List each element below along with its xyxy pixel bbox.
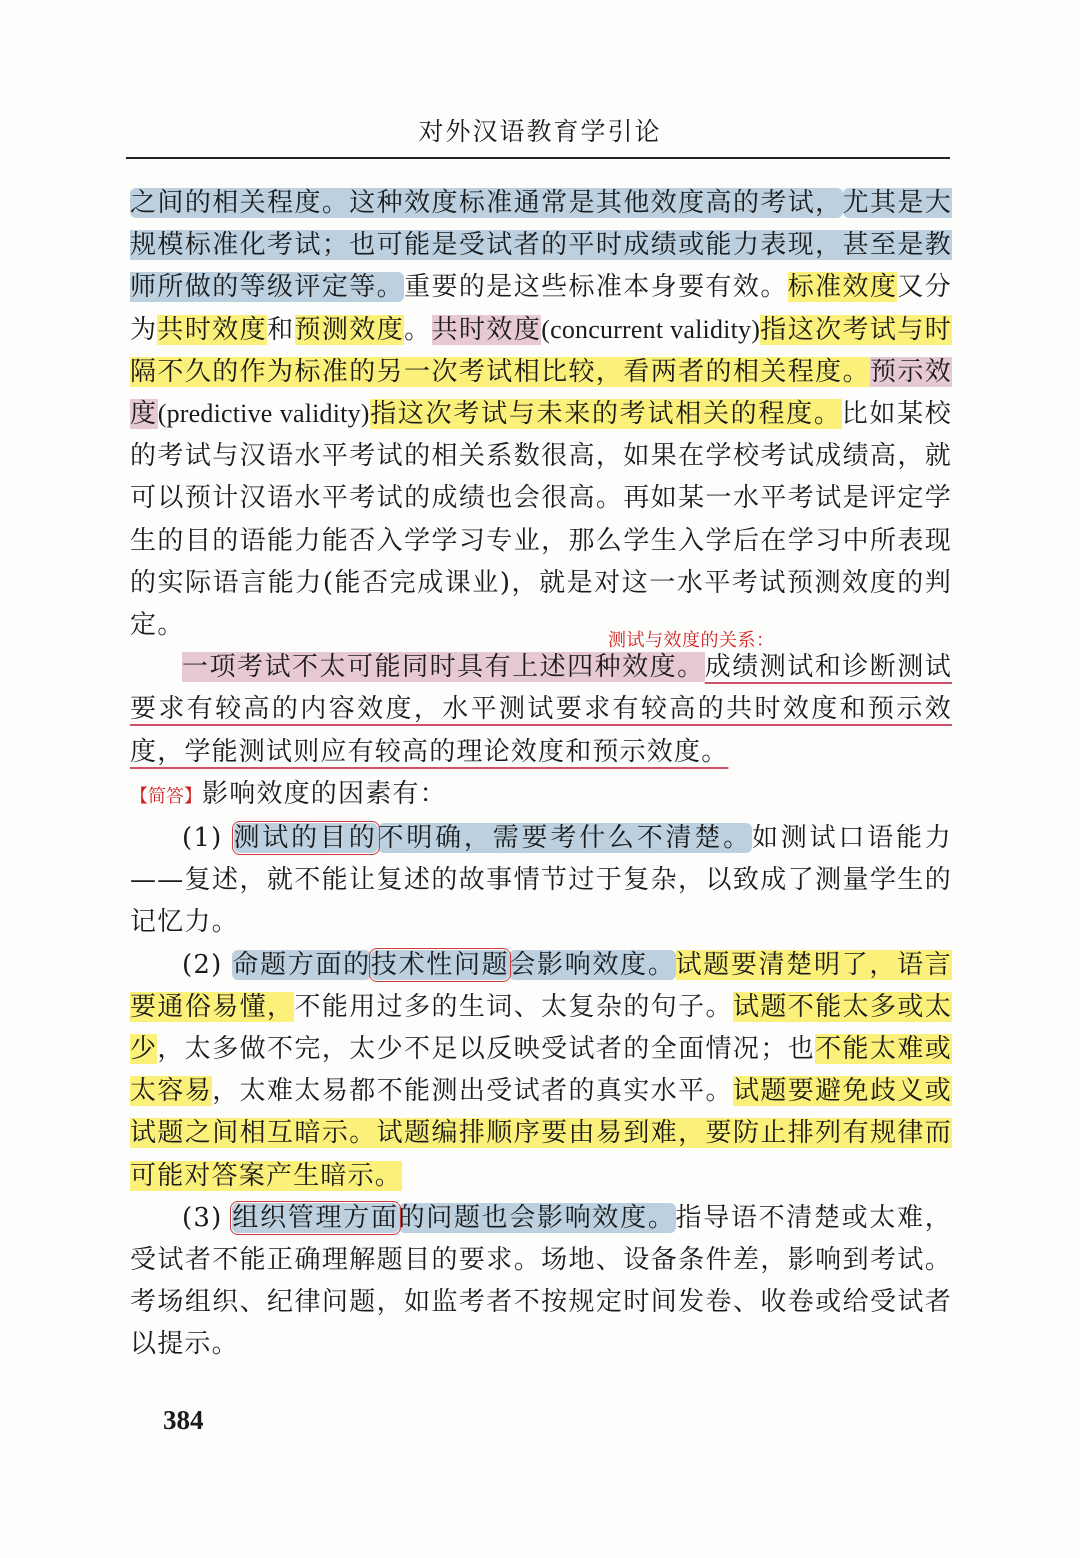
boxed-keyword: 测试的目的 [233, 823, 378, 854]
yellow-highlight: 试题不能太多或太少 [130, 991, 953, 1065]
item-number: (3) [182, 1202, 233, 1233]
pink-highlight: 一项考试不太可能同时具有上述四种效度。 [182, 652, 705, 683]
yellow-highlight: 指这次考试与时隔不久的作为标准的另一次考试相比较，看两者的相关程度。 [130, 314, 952, 387]
sentence: 比如某校的考试与汉语水平考试的相关系数很高，如果在学校考试成绩高，就可以预计汉语水平考试的成绩也会很高。再如某一水平考试是评定学生的目的语能力能否入学学习专业，那么学生入学后在学习中所表现的实际语言能力(能否完成课业)，就是对这一水平考试预测效度的判定。 [130, 399, 952, 641]
item-number: (1) [182, 823, 234, 854]
page-number: 384 [163, 1405, 204, 1435]
paragraph-criterion-validity [130, 182, 952, 646]
paragraph-factors-heading [130, 773, 952, 817]
blue-highlight: 不明确，需要考什么不清楚。 [377, 823, 752, 854]
pink-highlight: 共时效度 [431, 314, 542, 345]
sentence: 不能用过多的生词、太复杂的句子。 [294, 991, 733, 1022]
boxed-keyword: 技术性问题 [370, 949, 510, 980]
yellow-highlight: 指这次考试与未来的考试相关的程度。 [369, 399, 842, 430]
heading-text: 影响效度的因素有： [202, 778, 447, 809]
sentence: ，太多做不完，太少不足以反映受试者的全面情况；也 [157, 1034, 816, 1065]
blue-highlight: 尤其是大规模标准化考试；也可能是受试者的平时成绩或能力表现，甚至是教师所做的等级评定等。 [130, 188, 952, 303]
boxed-keyword: 组织管理方面 [232, 1202, 399, 1233]
english-term: (concurrent validity) [541, 314, 761, 344]
yellow-highlight: 标准效度 [787, 272, 898, 303]
english-term: (predictive validity) [157, 399, 370, 429]
blue-highlight: 之间的相关程度。这种效度标准通常是其他效度高的考试， [130, 188, 843, 218]
yellow-highlight: 不能太难或太容易 [130, 1034, 952, 1107]
handwritten-note: 测试与效度的关系： [608, 630, 775, 650]
running-title: 对外汉语教育学引论 [418, 117, 662, 146]
blue-highlight: 会影响效度。 [509, 949, 676, 980]
sentence: ，太难太易都不能测出受试者的真实水平。 [212, 1076, 733, 1107]
paragraph-factor-3 [130, 1197, 952, 1366]
body-text [130, 182, 952, 1366]
header-rule [126, 157, 950, 159]
blue-highlight: 命题方面的 [232, 949, 371, 980]
item-number: (2) [182, 949, 233, 980]
yellow-highlight: 预测效度 [294, 314, 405, 345]
paragraph-factor-2 [130, 944, 952, 1197]
sentence: 重要的是这些标准本身要有效。 [404, 272, 788, 303]
short-answer-tag: 【简答】 [130, 785, 202, 806]
sentence: 又分为 [130, 272, 952, 345]
pink-highlight: 预示效度 [130, 356, 952, 430]
yellow-highlight: 共时效度 [157, 314, 268, 345]
sentence: 和 [267, 314, 295, 345]
paragraph-factor-1 [130, 817, 952, 944]
blue-highlight: 的问题也会影响效度。 [398, 1202, 676, 1233]
sentence: 如测试口语能力——复述，就不能让复述的故事情节过于复杂，以致成了测量学生的记忆力。 [130, 823, 952, 938]
yellow-highlight: 试题要避免歧义或试题之间相互暗示。试题编排顺序要由易到难，要防止排列有规律而可能对答案产生暗示。 [130, 1076, 952, 1191]
sentence: 。 [404, 314, 432, 345]
paragraph-test-validity-relation [130, 646, 952, 773]
yellow-highlight: 试题要清楚明了，语言要通俗易懂， [130, 949, 952, 1022]
sentence: 指导语不清楚或太难，受试者不能正确理解题目的要求。场地、设备条件差，影响到考试。考场组织、纪律问题，如监考者不按规定时间发卷、收卷或给受试者以提示。 [130, 1202, 952, 1360]
red-underline: 成绩测试和诊断测试要求有较高的内容效度，水平测试要求有较高的共时效度和预示效度，学能测试则应有较高的理论效度和预示效度。 [130, 652, 952, 767]
